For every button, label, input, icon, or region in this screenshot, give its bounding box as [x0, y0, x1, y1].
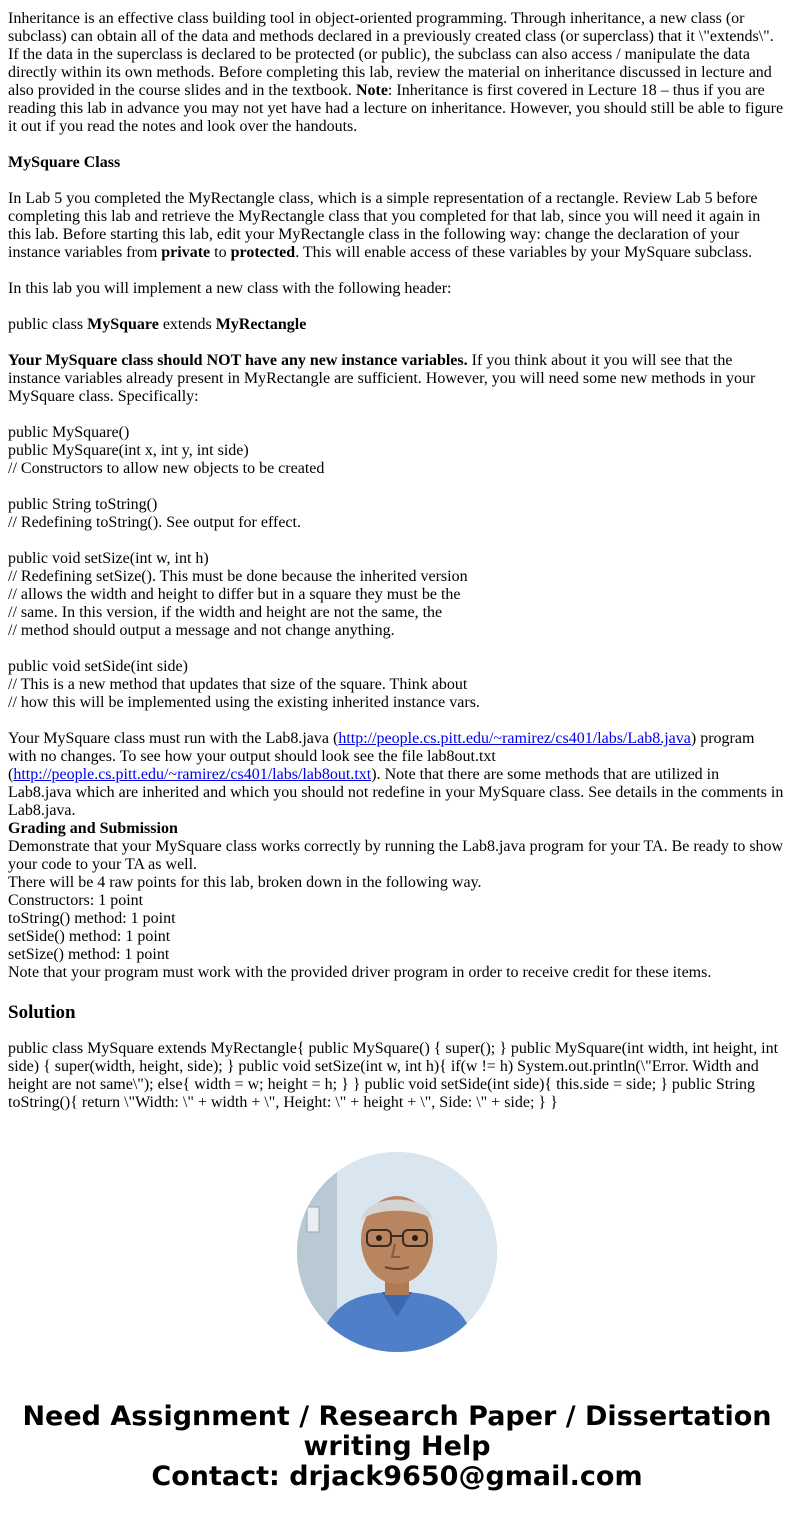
run-paragraph [8, 730, 786, 820]
intro-text: Inheritance is an effective class building tool in object-oriented programming. Through inheritance, a new class (or subclass) can obtain all of the data and methods declared in a previously created class (or superclass) that it \"extends\". If the data in the superclass is declared to be protected (or public), the subclass can also access / manipulate the data directly within its own methods. Before completing this lab, review the material on inheritance discussed in lecture and also provided in the course slides and in the textbook. [8, 10, 774, 99]
grading-line: setSize() method: 1 point [8, 946, 170, 963]
setside-block [8, 658, 786, 712]
setsize-block [8, 550, 786, 640]
constructors-block [8, 424, 786, 478]
instance-vars-text: If you think about it you will see that the instance variables already present in MyRectangle are sufficient. However, you will need some new methods in your MySquare class. Specifically: [8, 352, 756, 405]
grading-line: Demonstrate that your MySquare class works correctly by running the Lab8.java program for your TA. Be ready to show your code to your TA as well. [8, 838, 784, 873]
intro-paragraph [8, 10, 786, 136]
contact-banner [8, 1402, 786, 1492]
lab5-paragraph [8, 190, 786, 262]
tostring-block [8, 496, 786, 532]
class-name: MySquare [87, 316, 159, 333]
implement-paragraph: In this lab you will implement a new class with the following header: [8, 280, 452, 297]
run-text-b: ) program with no changes. To see how your output should look see the file lab8out.txt ( [8, 730, 755, 783]
mysquare-heading [8, 154, 786, 172]
note-label: Note [355, 82, 388, 99]
grading-line: Constructors: 1 point [8, 892, 144, 909]
code-line: public MySquare() [8, 424, 130, 441]
code-comment: // allows the width and height to differ but in a square they must be the [8, 586, 461, 603]
lab5-text: In Lab 5 you completed the MyRectangle class, which is a simple representation of a rectangle. Review Lab 5 before completing this lab and retrieve the MyRectangle class that you completed for that lab, since you will need it again in this lab. Before starting this lab, edit your MyRectangle class in the following way: change the declaration of your instance variables from [8, 190, 761, 261]
grading-heading [8, 820, 786, 838]
code-comment: // This is a new method that updates that size of the square. Think about [8, 676, 468, 693]
wall-switch [307, 1207, 319, 1232]
code-line: public MySquare(int x, int y, int side) [8, 442, 249, 459]
solution-heading: Solution [8, 1002, 76, 1023]
code-comment: // same. In this version, if the width and height are not the same, the [8, 604, 443, 621]
avatar [297, 1152, 497, 1352]
lab8-java-link[interactable]: http://people.cs.pitt.edu/~ramirez/cs401/labs/Lab8.java [338, 730, 691, 747]
cta-line-3: Contact: drjack9650@gmail.com [151, 1461, 643, 1492]
class-header [8, 316, 786, 334]
portrait-illustration [297, 1152, 497, 1352]
code-comment: // Redefining setSize(). This must be done because the inherited version [8, 568, 468, 585]
note-text: : Inheritance is first covered in Lecture 18 – thus if you are reading this lab in advance you may not yet have had a lecture on inheritance. However, you should still be able to figure it out if you read the notes and look over the handouts. [8, 82, 784, 135]
run-text-c: ). Note that there are some methods that are utilized in Lab8.java which are inherited and which you should not redefine in your MySquare class. See details in the comments in Lab8.java. [8, 766, 784, 819]
code-line: public String toString() [8, 496, 158, 513]
cta-line-2: writing Help [303, 1431, 491, 1462]
keyword-protected: protected [230, 244, 296, 261]
instance-vars-bold: Your MySquare class should NOT have any new instance variables. [8, 352, 468, 369]
mysquare-heading-text: MySquare Class [8, 154, 121, 171]
grading-heading-text: Grading and Submission [8, 820, 178, 837]
code-comment: // Redefining toString(). See output for effect. [8, 514, 301, 531]
lab5-text-end: . This will enable access of these variables by your MySquare subclass. [295, 244, 753, 261]
lab5-to: to [210, 244, 231, 261]
cta-line-1: Need Assignment / Research Paper / Dissertation [22, 1401, 772, 1432]
class-header-prefix: public class [8, 316, 88, 333]
code-line: public void setSide(int side) [8, 658, 188, 675]
code-comment: // Constructors to allow new objects to be created [8, 460, 325, 477]
keyword-private: private [161, 244, 211, 261]
parent-class-name: MyRectangle [215, 316, 307, 333]
code-comment: // how this will be implemented using the existing inherited instance vars. [8, 694, 480, 711]
instance-vars-paragraph [8, 352, 786, 406]
avatar-container [8, 1152, 786, 1352]
grading-line: setSide() method: 1 point [8, 928, 171, 945]
code-line: public void setSize(int w, int h) [8, 550, 209, 567]
grading-list [8, 838, 786, 982]
grading-line: There will be 4 raw points for this lab, broken down in the following way. [8, 874, 482, 891]
code-comment: // method should output a message and not change anything. [8, 622, 395, 639]
grading-line: Note that your program must work with the provided driver program in order to receive credit for these items. [8, 964, 712, 981]
eye-right [412, 1235, 418, 1241]
class-header-extends: extends [158, 316, 216, 333]
solution-code: public class MySquare extends MyRectangle{ public MySquare() { super(); } public MySquare(int width, int height, int side) { super(width, height, side); } public void setSize(int w, int h){ if(w != h) System.out.println(\"Error. Width and height are not same\"); else{ width = w; height = h; } } public void setSide(int side){ this.side = side; } public String toString(){ return \"Width: \" + width + \", Height: \" + height + \", Side: \" + side; } } [8, 1040, 779, 1111]
run-text-a: Your MySquare class must run with the Lab8.java ( [8, 730, 339, 747]
eye-left [376, 1235, 382, 1241]
lab8out-link[interactable]: http://people.cs.pitt.edu/~ramirez/cs401/labs/lab8out.txt [13, 766, 372, 783]
grading-line: toString() method: 1 point [8, 910, 176, 927]
